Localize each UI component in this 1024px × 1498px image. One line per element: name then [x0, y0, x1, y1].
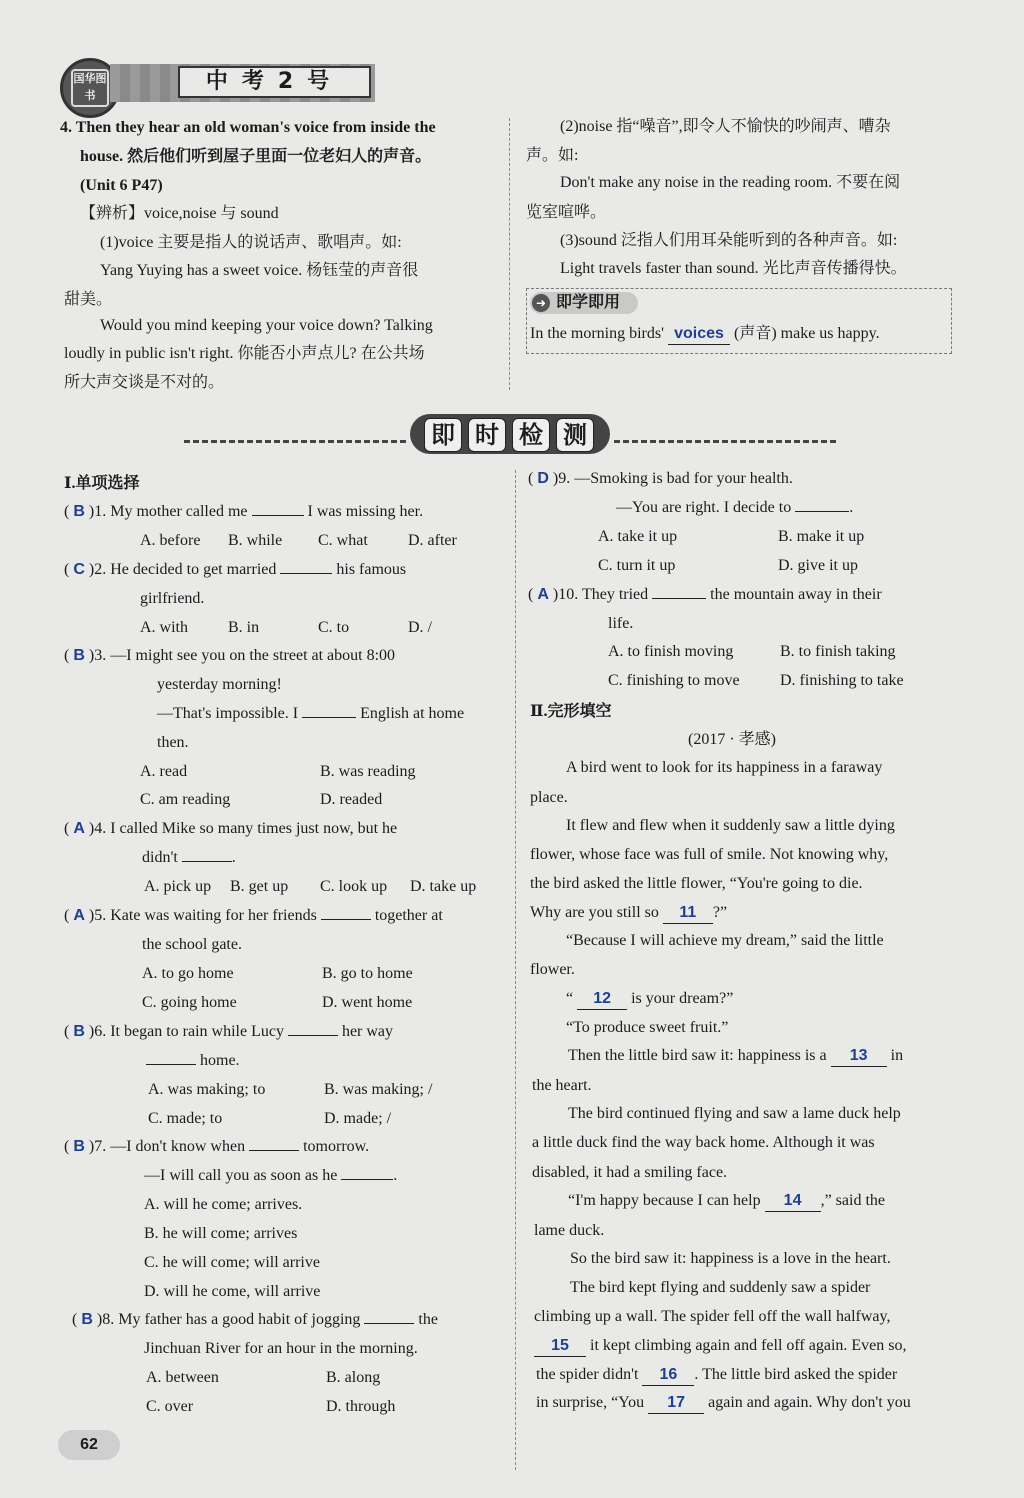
note-source: (Unit 6 P47): [80, 177, 163, 194]
q9-text-2a: —You are right. I decide to: [616, 499, 792, 516]
q4-text-2: didn't .: [142, 849, 236, 866]
practice-before: In the morning birds': [530, 325, 664, 342]
note-title: 4. Then they hear an old woman's voice from inside the: [60, 119, 436, 136]
q4-option-a: A. pick up: [144, 878, 212, 895]
cloze-line-8: flower.: [530, 961, 575, 978]
q8-text: My father has a good habit of jogging: [118, 1311, 361, 1328]
q10-text-3: life.: [608, 615, 634, 632]
cloze-line-21: [534, 1336, 907, 1357]
q3-text: —I might see you on the street at about 8:00: [110, 647, 396, 664]
q9-answer: D: [537, 470, 549, 487]
logo-text: 国华图书: [71, 69, 109, 107]
note-r-p1: (2)noise 指“噪音”,即令人不愉快的吵闹声、嘈杂: [560, 118, 891, 135]
note-p3: 甜美。: [64, 291, 113, 308]
q8-answer: B: [81, 1311, 93, 1328]
q10-text-2: the mountain away in their: [710, 586, 882, 603]
q6-number: )6.: [88, 1023, 107, 1040]
q4-text: I called Mike so many times just now, but he: [110, 820, 398, 837]
q2-answer: C: [73, 561, 85, 578]
blank-11: 11: [663, 903, 713, 924]
q5-stem: ( A )5. Kate was waiting for her friends together at: [64, 907, 443, 924]
note-r-p3: Don't make any noise in the reading room. 不要在阅: [560, 174, 901, 191]
q4-option-d: D. take up: [410, 878, 477, 895]
q7-option-c: C. he will come; will arrive: [144, 1254, 320, 1271]
cloze-line-2: place.: [530, 789, 568, 806]
note-p1: (1)voice 主要是指人的说话声、歌唱声。如:: [100, 234, 402, 251]
q7-text: —I don't know when: [110, 1138, 246, 1155]
cloze-line-6: [530, 903, 727, 924]
blank-16: 16: [642, 1365, 694, 1386]
q9-stem: ( D )9. —Smoking is bad for your health.: [528, 470, 793, 487]
q7-stem: ( B )7. —I don't know when tomorrow.: [64, 1138, 370, 1155]
cloze-line-7: “Because I will achieve my dream,” said the little: [566, 932, 884, 949]
q5-option-d: D. went home: [322, 994, 413, 1011]
cloze-line-19: The bird kept flying and suddenly saw a spider: [570, 1279, 871, 1296]
banner-char-3: 检: [512, 418, 550, 452]
cloze-line-17: lame duck.: [534, 1222, 605, 1239]
cloze-line-5: the bird asked the little flower, “You're going to die.: [530, 875, 863, 892]
column-divider-top: [509, 118, 510, 390]
q4-option-c: C. look up: [320, 878, 388, 895]
q2-text-2: his famous: [336, 561, 407, 578]
q5-option-c: C. going home: [142, 994, 237, 1011]
q3-text-3: [157, 704, 464, 724]
note-r-p4: 览室喧哗。: [526, 204, 607, 221]
q2-option-a: A. with: [140, 619, 188, 636]
q6-option-c: C. made; to: [148, 1110, 223, 1127]
q10-option-b: B. to finish taking: [780, 643, 896, 660]
q6-answer: B: [73, 1023, 85, 1040]
q1-option-b: B. while: [228, 532, 283, 549]
q7-answer: B: [73, 1138, 85, 1155]
cloze-line-12: the heart.: [532, 1077, 592, 1094]
q1-text-2: I was missing her.: [307, 503, 424, 520]
q3-option-d: D. readed: [320, 791, 383, 808]
arrow-icon: ➜: [532, 294, 550, 312]
q9-option-a: A. take it up: [598, 528, 678, 545]
q2-number: )2.: [88, 561, 107, 578]
cloze-line-22a: the spider didn't: [536, 1366, 639, 1383]
q3-text-2: yesterday morning!: [157, 676, 282, 693]
cloze-line-23b: again and again. Why don't you: [708, 1394, 911, 1411]
q3-text-3b: English at home: [360, 705, 465, 722]
header-label: 中考2号: [178, 66, 371, 98]
q10-stem: ( A )10. They tried the mountain away in their: [528, 586, 882, 603]
q4-text-2a: didn't: [142, 849, 178, 866]
q9-option-d: D. give it up: [778, 557, 858, 574]
q5-option-b: B. go to home: [322, 965, 413, 982]
page-number-badge: [58, 1430, 120, 1460]
q7-text-3a: —I will call you as soon as he: [144, 1167, 338, 1184]
q10-answer: A: [537, 586, 549, 603]
q10-option-d: D. finishing to take: [780, 672, 904, 689]
q3-text-3a: —That's impossible. I: [157, 705, 299, 722]
q6-option-a: A. was making; to: [148, 1081, 266, 1098]
note-r-p5: (3)sound 泛指人们用耳朵能听到的各种声音。如:: [560, 232, 898, 249]
note-p5: loudly in public isn't right. 你能否小声点儿? 在公共场: [64, 345, 425, 362]
practice-answer: voices: [668, 324, 730, 345]
q2-stem: ( C )2. He decided to get married his famous: [64, 561, 407, 578]
q3-option-a: A. read: [140, 763, 188, 780]
q8-text-3: Jinchuan River for an hour in the morning.: [144, 1340, 418, 1357]
banner-char-2: 时: [468, 418, 506, 452]
banner-line-left: [184, 440, 406, 443]
cloze-line-11b: in: [890, 1047, 904, 1064]
q1-option-a: A. before: [140, 532, 201, 549]
q5-answer: A: [73, 907, 85, 924]
q2-option-c: C. to: [318, 619, 350, 636]
cloze-line-4: flower, whose face was full of smile. Not knowing why,: [530, 846, 889, 863]
q1-answer: B: [73, 503, 85, 520]
q8-option-a: A. between: [146, 1369, 219, 1386]
cloze-line-14: a little duck find the way back home. Although it was: [532, 1134, 875, 1151]
q7-number: )7.: [88, 1138, 107, 1155]
q1-text: My mother called me: [110, 503, 248, 520]
q3-stem: ( B )3. —I might see you on the street at about 8:00: [64, 647, 396, 664]
banner-char-4: 测: [556, 418, 594, 452]
q2-text-3: girlfriend.: [140, 590, 205, 607]
q3-option-c: C. am reading: [140, 791, 231, 808]
q5-text: Kate was waiting for her friends: [110, 907, 317, 924]
note-p2: Yang Yuying has a sweet voice. 杨钰莹的声音很: [100, 262, 419, 279]
cloze-line-6a: Why are you still so: [530, 904, 659, 921]
cloze-line-23a: in surprise, “You: [536, 1394, 645, 1411]
q7-option-b: B. he will come; arrives: [144, 1225, 298, 1242]
q3-answer: B: [73, 647, 85, 664]
cloze-line-21b: it kept climbing again and fell off again. Even so,: [590, 1337, 907, 1354]
q9-option-b: B. make it up: [778, 528, 865, 545]
q3-option-b: B. was reading: [320, 763, 416, 780]
cloze-line-18: So the bird saw it: happiness is a love in the heart.: [570, 1250, 891, 1267]
column-divider-bottom: [515, 470, 516, 1470]
q3-number: )3.: [88, 647, 107, 664]
q9-option-c: C. turn it up: [598, 557, 676, 574]
banner-char-1: 即: [424, 418, 462, 452]
cloze-line-16: [568, 1191, 885, 1212]
q3-text-5: then.: [157, 734, 189, 751]
cloze-line-20: climbing up a wall. The spider fell off the wall halfway,: [534, 1308, 891, 1325]
cloze-line-13: The bird continued flying and saw a lame duck help: [568, 1105, 901, 1122]
cloze-line-23: [536, 1393, 911, 1414]
q8-number: )8.: [96, 1311, 115, 1328]
q5-option-a: A. to go home: [142, 965, 234, 982]
cloze-line-15: disabled, it had a smiling face.: [532, 1164, 728, 1181]
q6-text: It began to rain while Lucy: [110, 1023, 284, 1040]
q7-text-3: —I will call you as soon as he .: [144, 1167, 398, 1184]
cloze-line-3: It flew and flew when it suddenly saw a little dying: [566, 817, 895, 834]
cloze-line-9b: is your dream?”: [631, 990, 734, 1007]
q10-text: They tried: [581, 586, 649, 603]
q7-text-2: tomorrow.: [303, 1138, 370, 1155]
q10-option-a: A. to finish moving: [608, 643, 734, 660]
q9-text: —Smoking is bad for your health.: [574, 470, 793, 487]
q8-option-b: B. along: [326, 1369, 381, 1386]
note-r-p6: Light travels faster than sound. 光比声音传播得快。: [560, 260, 907, 277]
q6-option-b: B. was making; /: [324, 1081, 433, 1098]
q8-option-c: C. over: [146, 1398, 194, 1415]
note-title-2: house. 然后他们听到屋子里面一位老妇人的声音。: [80, 148, 432, 165]
section1-title: Ⅰ.单项选择: [64, 475, 140, 492]
note-p6: 所大声交谈是不对的。: [64, 374, 225, 391]
page-number: 62: [80, 1436, 98, 1453]
q9-number: )9.: [552, 470, 571, 487]
q5-text-3: the school gate.: [142, 936, 242, 953]
q1-stem: ( B )1. My mother called me I was missing her.: [64, 503, 424, 520]
note-p4: Would you mind keeping your voice down? Talking: [100, 317, 433, 334]
cloze-line-1: A bird went to look for its happiness in a faraway: [566, 759, 883, 776]
q10-option-c: C. finishing to move: [608, 672, 740, 689]
q6-text-3: [146, 1051, 240, 1071]
q4-number: )4.: [88, 820, 107, 837]
q10-number: )10.: [552, 586, 579, 603]
blank-17: 17: [648, 1393, 704, 1414]
q5-number: )5.: [88, 907, 107, 924]
q6-text-2: her way: [341, 1023, 394, 1040]
q6-option-d: D. made; /: [324, 1110, 392, 1127]
q7-option-d: D. will he come, will arrive: [144, 1283, 321, 1300]
practice-sentence: [530, 324, 880, 345]
note-r-p2: 声。如:: [526, 147, 579, 164]
cloze-line-9a: “: [566, 990, 574, 1007]
q8-text-2: the: [418, 1311, 438, 1328]
q4-option-b: B. get up: [230, 878, 289, 895]
cloze-line-22: [536, 1365, 897, 1386]
q2-text: He decided to get married: [110, 561, 277, 578]
cloze-line-9: [566, 989, 733, 1010]
cloze-line-6b: ?”: [712, 904, 728, 921]
q6-stem: ( B )6. It began to rain while Lucy her way: [64, 1023, 394, 1040]
cloze-line-10: “To produce sweet fruit.”: [566, 1019, 729, 1036]
practice-title: 即学即用: [556, 294, 621, 311]
q8-stem: ( B )8. My father has a good habit of jogging the: [72, 1311, 438, 1328]
cloze-line-11a: Then the little bird saw it: happiness is a: [568, 1047, 827, 1064]
cloze-line-11: [568, 1046, 903, 1067]
q1-option-d: D. after: [408, 532, 457, 549]
q8-option-d: D. through: [326, 1398, 396, 1415]
blank-14: 14: [765, 1191, 821, 1212]
q6-text-3a: home.: [200, 1052, 240, 1069]
cloze-line-22b: . The little bird asked the spider: [694, 1366, 898, 1383]
blank-13: 13: [831, 1046, 887, 1067]
blank-15: 15: [534, 1336, 586, 1357]
blank-12: 12: [577, 989, 627, 1010]
banner-line-right: [614, 440, 836, 443]
q2-option-d: D. /: [408, 619, 432, 636]
note-analysis: 【辨析】voice,noise 与 sound: [80, 205, 279, 222]
cloze-line-16a: “I'm happy because I can help: [568, 1192, 761, 1209]
q1-number: )1.: [88, 503, 107, 520]
q2-option-b: B. in: [228, 619, 260, 636]
practice-after: (声音) make us happy.: [733, 325, 880, 342]
cloze-line-16b: ,” said the: [820, 1192, 885, 1209]
q1-option-c: C. what: [318, 532, 368, 549]
q5-text-2: together at: [374, 907, 443, 924]
section2-title: Ⅱ.完形填空: [530, 703, 612, 720]
section2-source: (2017 · 孝感): [688, 731, 776, 748]
q4-answer: A: [73, 820, 85, 837]
q4-stem: ( A )4. I called Mike so many times just now, but he: [64, 820, 398, 837]
q7-option-a: A. will he come; arrives.: [144, 1196, 303, 1213]
q9-text-2: —You are right. I decide to .: [616, 499, 854, 516]
